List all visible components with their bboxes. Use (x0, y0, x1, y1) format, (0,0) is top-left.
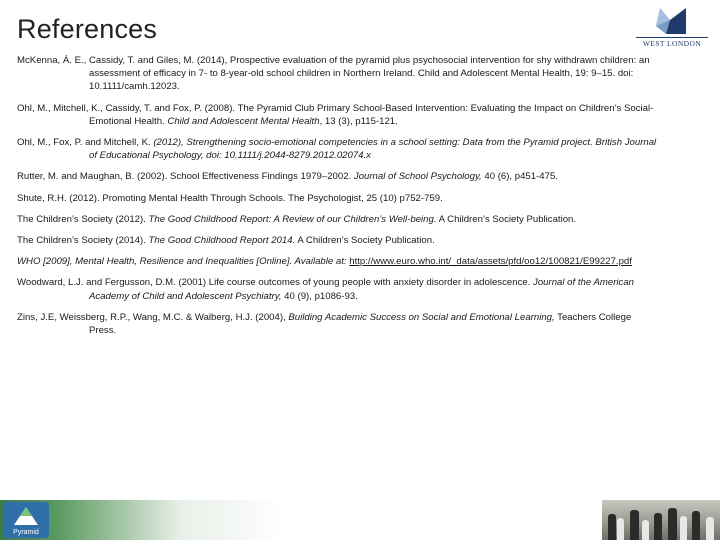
reference-item: Rutter, M. and Maughan, B. (2002). School Effectiveness Findings 1979–2002. Journal of School Psychology, 40 (6), p451-475. (17, 171, 558, 183)
reference-item: Shute, R.H. (2012). Promoting Mental Health Through Schools. The Psychologist, 25 (10) p752-759. (17, 192, 443, 204)
reference-item: Woodward, L.J. and Fergusson, D.M. (2001) Life course outcomes of young people with anxiety disorder in adolescence. Journal of the American Academy of Child and Adolescent Psychiatry, 40 (9), p1086-93. (17, 277, 635, 302)
pyramid-badge-label: Pyramid (13, 529, 39, 536)
reference-item: The Children’s Society (2012). The Good Childhood Report: A Review of our Children’s Well-being. A Children’s Society Publication. (17, 213, 577, 225)
reference-item: The Children’s Society (2014). The Good Childhood Report 2014. A Children’s Society Publication. (17, 235, 435, 247)
shield-icon (636, 6, 708, 36)
pyramid-logo-icon (2, 501, 50, 539)
reference-item: Zins, J.E, Weissberg, R.P., Wang, M.C. & Walberg, H.J. (2004), Building Academic Success on Social and Emotional Learning, Teachers College Press. (17, 311, 632, 337)
reference-item: McKenna, Á. E., Cassidy, T. and Giles, M. (2014), Prospective evaluation of the pyramid plus psychosocial intervention for shy withdrawn children: an assessment of efficacy in 7- to 8-year-old school children in Northern Ireland. Child and Adolescent Mental Health, 19: 9–15. doi: 10.1111/camh.12023. (17, 55, 650, 93)
logo-wordmark: WEST LONDON (636, 37, 708, 48)
reference-item: Ohl, M., Mitchell, K., Cassidy, T. and Fox, P. (2008). The Pyramid Club Primary School-Based Intervention: Evaluating the Impact on Children’s Social-Emotional Health. Child and Adolescent Mental Health, 13 (3), p115-121. (17, 102, 654, 127)
reference-item: WHO [2009], Mental Health, Resilience and Inequalities [Online]. Available at: http://www.euro.who.int/_data/assets/pfd/oo12/100821/E99227.pdf (17, 256, 632, 268)
reference-item: Ohl, M., Fox, P. and Mitchell, K. (2012), Strengthening socio-emotional competencies in a school setting: Data from the Pyramid project. British Journal of Educational Psychology, doi: 10.1111/j.2044-8279.2012.02074.x (17, 137, 657, 162)
reference-list (17, 54, 657, 337)
footer-photo (602, 500, 720, 540)
page-title: References (17, 14, 158, 44)
university-logo (636, 6, 708, 48)
pyramid-badge (2, 501, 50, 539)
who-report-link[interactable]: http://www.euro.who.int/_data/assets/pfd/oo12/100821/E99227.pdf (349, 256, 632, 268)
